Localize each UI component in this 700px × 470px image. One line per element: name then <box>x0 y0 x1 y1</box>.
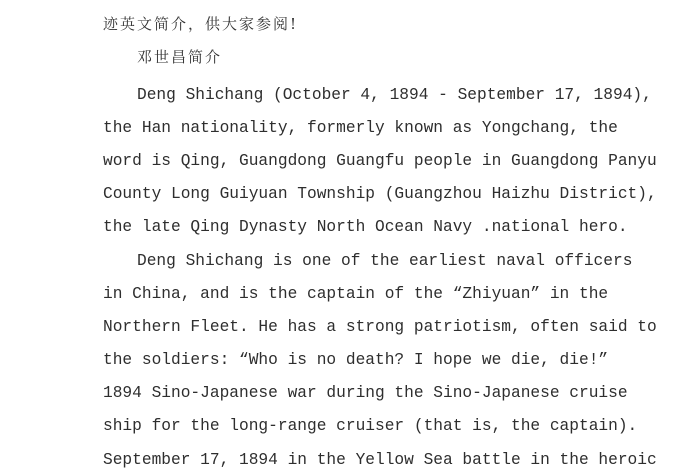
paragraph-1-line-2: the Han nationality, formerly known as Yongchang, the <box>103 119 618 137</box>
paragraph-2-line-4: the soldiers: “Who is no death? I hope we die, die!” <box>103 351 609 369</box>
paragraph-2-line-6: ship for the long-range cruiser (that is, the captain). <box>103 417 638 435</box>
intro-line: 迹英文简介，供大家参阅! <box>103 15 299 33</box>
paragraph-1-line-4: County Long Guiyuan Township (Guangzhou Haizhu District), <box>103 185 657 203</box>
section-heading: 邓世昌简介 <box>137 48 223 66</box>
paragraph-2-line-3: Northern Fleet. He has a strong patriotism, often said to <box>103 318 657 336</box>
paragraph-2-line-2: in China, and is the captain of the “Zhiyuan” in the <box>103 285 609 303</box>
paragraph-2-line-7: September 17, 1894 in the Yellow Sea battle in the heroic <box>103 451 657 469</box>
paragraph-2-line-5: 1894 Sino-Japanese war during the Sino-Japanese cruise <box>103 384 628 402</box>
paragraph-1-line-1: Deng Shichang (October 4, 1894 - September 17, 1894), <box>137 86 652 104</box>
paragraph-1-line-3: word is Qing, Guangdong Guangfu people in Guangdong Panyu <box>103 152 657 170</box>
paragraph-2-line-1: Deng Shichang is one of the earliest naval officers <box>137 252 633 270</box>
paragraph-1-line-5: the late Qing Dynasty North Ocean Navy .national hero. <box>103 218 628 236</box>
